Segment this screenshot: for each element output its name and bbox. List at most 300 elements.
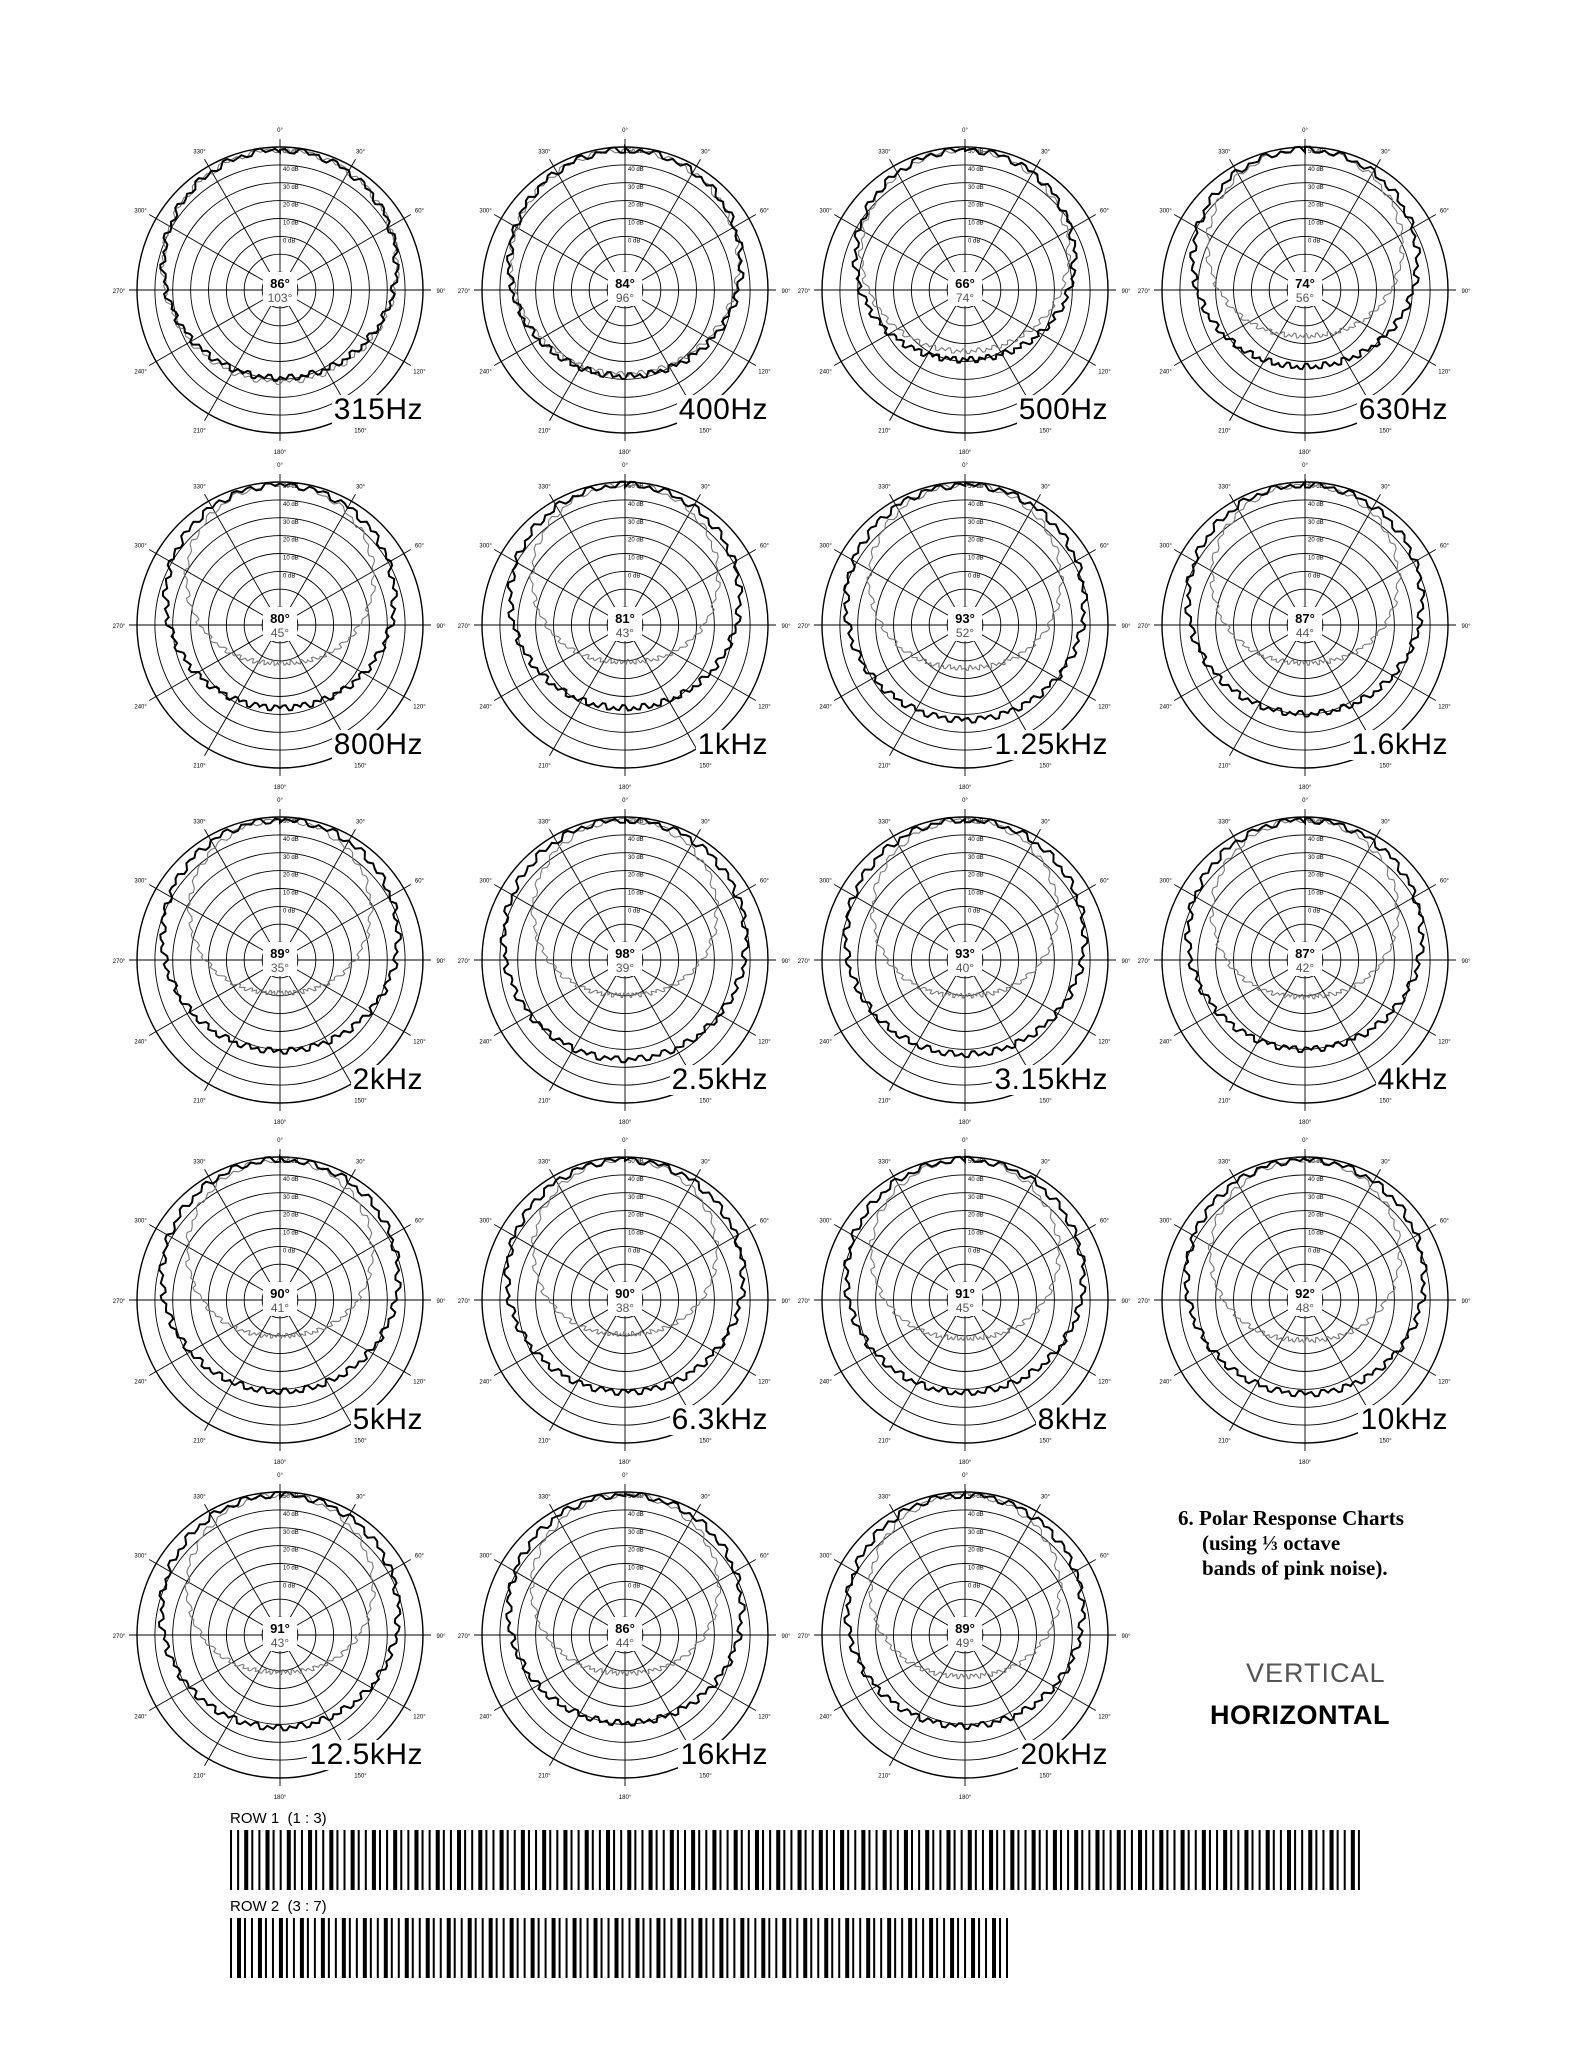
angle-tick-label: 300° [1159,543,1172,550]
barcode-bar [641,1830,643,1890]
angle-tick-label: 0° [1302,798,1308,804]
ring-db-label: 0 dB [283,908,296,915]
barcode-bar [733,1918,735,1978]
barcode-bar [471,1830,473,1890]
barcode-bar [436,1830,440,1890]
barcode-bar [344,1830,346,1890]
horizontal-beamwidth-label: 93° [955,611,975,626]
ring-db-label: 50 dB [1308,149,1324,155]
barcode-bar [351,1830,355,1890]
barcode-bar [384,1918,388,1978]
figure-caption [1178,1506,1438,1581]
angle-tick-label: 60° [1099,208,1109,215]
angle-tick-label: 300° [479,208,492,215]
ring-db-label: 30 dB [628,854,644,861]
barcode-bar [838,1918,840,1978]
angle-tick-label: 120° [1438,1039,1451,1046]
barcode-bar [762,1830,764,1890]
barcode-bar [992,1918,996,1978]
angle-tick-label: 330° [538,484,551,491]
barcode-bar [866,1918,870,1978]
angle-tick-label: 180° [1298,1120,1312,1126]
ring-db-label: 20 dB [628,537,644,544]
barcode-bar [300,1918,304,1978]
ring-db-label: 0 dB [968,1248,981,1255]
ring-db-label: 50 dB [1308,1159,1324,1165]
frequency-label: 20kHz [1020,1738,1108,1771]
barcode-bar [890,1830,892,1890]
angle-tick-label: 60° [759,1553,769,1560]
angle-tick-label: 210° [193,428,206,435]
ring-db-label: 10 dB [283,220,299,227]
angle-tick-label: 210° [878,428,891,435]
barcode-bar [691,1830,695,1890]
angle-tick-label: 240° [134,704,147,711]
barcode-bar [712,1830,716,1890]
barcode-bar [377,1918,379,1978]
barcode-bar [975,1830,977,1890]
ring-db-label: 30 dB [283,1529,299,1536]
angle-tick-label: 330° [1218,484,1231,491]
vertical-beamwidth-label: 43° [615,626,635,640]
barcode-bar [321,1918,325,1978]
angle-tick-label: 60° [1439,1218,1449,1225]
angle-tick-label: 330° [1218,1159,1231,1166]
angle-tick-label: 270° [797,289,811,295]
barcode-bar [656,1830,658,1890]
barcode-bar [677,1830,679,1890]
angle-tick-label: 330° [193,1159,206,1166]
barcode-bar [594,1918,598,1978]
barcode-bar [798,1830,802,1890]
ring-db-label: 0 dB [283,238,296,245]
barcode-bar [286,1918,288,1978]
ring-db-label: 30 dB [283,1194,299,1201]
barcode-bar [592,1830,594,1890]
barcode-bar [1088,1830,1090,1890]
angle-tick-label: 210° [538,1098,551,1105]
barcode-bar [566,1918,568,1978]
barcode-bar [1138,1830,1142,1890]
barcode-bar [968,1830,972,1890]
angle-tick-label: 150° [354,1098,367,1105]
barcode-bar [761,1918,765,1978]
barcode-bar [393,1830,397,1890]
angle-tick-label: 30° [700,1159,711,1166]
ring-db-label: 20 dB [1308,202,1324,209]
barcode-bar [510,1918,514,1978]
barcode-bar [1074,1830,1078,1890]
ring-db-label: 30 dB [283,854,299,861]
barcode-bar [961,1830,963,1890]
frequency-label: 1.25kHz [994,728,1108,761]
horizontal-response-trace [160,819,400,1054]
barcode-bar [365,1830,367,1890]
angle-tick-label: 90° [436,959,446,965]
barcode-bar [1351,1830,1355,1890]
barcode-bar [475,1918,477,1978]
barcode-bar [663,1830,665,1890]
angle-tick-label: 30° [1380,1159,1391,1166]
horizontal-beamwidth-label: 84° [615,276,635,291]
angle-tick-label: 150° [1379,1098,1392,1105]
angle-tick-label: 240° [479,704,492,711]
barcode-bar [691,1918,693,1978]
angle-tick-label: 210° [878,763,891,770]
ring-db-label: 20 dB [968,537,984,544]
barcode-bar [1202,1830,1206,1890]
barcode-bar [817,1918,819,1978]
vertical-beamwidth-label: 45° [270,626,290,640]
angle-tick-label: 300° [134,878,147,885]
angle-tick-label: 0° [962,1473,968,1479]
angle-tick-label: 120° [1098,704,1111,711]
barcode-bar [556,1830,558,1890]
barcode-bar [833,1830,835,1890]
angle-tick-label: 180° [618,785,632,791]
ring-db-label: 40 dB [1308,1176,1324,1183]
horizontal-beamwidth-label: 98° [615,946,635,961]
ring-db-label: 50 dB [1308,484,1324,490]
barcode-bar [698,1918,702,1978]
horizontal-beamwidth-label: 66° [955,276,975,291]
ring-db-label: 10 dB [968,555,984,562]
barcode-bar [954,1830,956,1890]
angle-tick-label: 90° [1121,1299,1131,1305]
barcode-bar [379,1830,381,1890]
horizontal-beamwidth-label: 81° [615,611,635,626]
angle-tick-label: 0° [962,798,968,804]
angle-tick-label: 180° [273,1460,287,1466]
ring-db-label: 0 dB [628,908,641,915]
barcode-bar [1103,1830,1105,1890]
ring-db-label: 40 dB [628,1176,644,1183]
angle-tick-label: 120° [1098,1714,1111,1721]
barcode-bar [485,1830,487,1890]
ring-db-label: 50 dB [968,1159,984,1165]
angle-tick-label: 300° [819,208,832,215]
ring-db-label: 40 dB [628,166,644,173]
angle-tick-label: 60° [1439,208,1449,215]
barcode-bar [911,1830,913,1890]
angle-tick-label: 30° [1040,149,1051,156]
ring-db-label: 50 dB [283,1159,299,1165]
barcode-bar [308,1830,312,1890]
angle-tick-label: 150° [1039,1438,1052,1445]
angle-tick-label: 60° [414,1218,424,1225]
barcode-bar [635,1918,639,1978]
barcode-bar [978,1918,980,1978]
ring-db-label: 0 dB [628,573,641,580]
ring-db-label: 40 dB [628,501,644,508]
horizontal-beamwidth-label: 90° [270,1286,290,1301]
angle-tick-label: 120° [758,704,771,711]
angle-tick-label: 330° [1218,819,1231,826]
barcode-bar [461,1918,463,1978]
angle-tick-label: 90° [436,1634,446,1640]
barcode-row-2-label: ROW 2 (3 : 7) [230,1898,327,1915]
angle-tick-label: 300° [479,878,492,885]
ring-db-label: 10 dB [283,1565,299,1572]
horizontal-response-trace [1185,818,1424,1052]
vertical-beamwidth-label: 39° [615,961,635,975]
angle-tick-label: 120° [413,369,426,376]
barcode-bar [531,1918,535,1978]
barcode-bar [684,1918,686,1978]
vertical-beamwidth-label: 42° [1295,961,1315,975]
angle-tick-label: 210° [193,763,206,770]
barcode-bar [897,1830,899,1890]
ring-db-label: 40 dB [968,501,984,508]
barcode-bar [740,1918,744,1978]
barcode-bar [741,1830,743,1890]
barcode-bar [279,1918,283,1978]
barcode-bar [1308,1830,1312,1890]
angle-tick-label: 120° [413,704,426,711]
angle-tick-label: 240° [479,1379,492,1386]
barcode-bar [440,1918,442,1978]
ring-db-label: 20 dB [283,202,299,209]
horizontal-beamwidth-label: 87° [1295,611,1315,626]
angle-tick-label: 30° [700,149,711,156]
angle-tick-label: 120° [1098,369,1111,376]
vertical-beamwidth-label: 56° [1295,291,1315,305]
angle-tick-label: 300° [819,878,832,885]
angle-tick-label: 60° [1439,878,1449,885]
barcode-bar [620,1830,622,1890]
angle-tick-label: 240° [479,369,492,376]
angle-tick-label: 90° [1121,1634,1131,1640]
barcode-bar [524,1918,526,1978]
barcode-bar [601,1918,603,1978]
angle-tick-label: 30° [355,819,366,826]
horizontal-beamwidth-label: 89° [955,1621,975,1636]
barcode-bar [824,1918,828,1978]
angle-tick-label: 300° [479,1218,492,1225]
barcode-bar [996,1830,998,1890]
angle-tick-label: 240° [134,1379,147,1386]
ring-db-label: 20 dB [283,537,299,544]
barcode-bar [500,1830,504,1890]
angle-tick-label: 120° [413,1039,426,1046]
barcode-bar [1237,1830,1239,1890]
barcode-bar [775,1918,777,1978]
vertical-beamwidth-label: 74° [955,291,975,305]
ring-db-label: 30 dB [628,519,644,526]
barcode-bar [1280,1830,1282,1890]
barcode-bar [859,1918,861,1978]
barcode-bar [1145,1830,1147,1890]
ring-db-label: 50 dB [628,149,644,155]
barcode-bar [265,1830,269,1890]
barcode-bar [754,1918,756,1978]
angle-tick-label: 210° [1218,1438,1231,1445]
angle-tick-label: 90° [436,624,446,630]
angle-tick-label: 120° [413,1714,426,1721]
horizontal-beamwidth-label: 91° [955,1286,975,1301]
angle-tick-label: 210° [193,1773,206,1780]
caption-line-2: (using ⅓ octave [1202,1531,1341,1555]
angle-tick-label: 330° [538,1494,551,1501]
ring-db-label: 10 dB [628,555,644,562]
barcode-bar [868,1830,870,1890]
angle-tick-label: 240° [134,1039,147,1046]
angle-tick-label: 240° [819,1039,832,1046]
angle-tick-label: 240° [819,1379,832,1386]
barcode-bar [251,1830,253,1890]
barcode-bar [258,1830,260,1890]
barcode-bar [329,1830,333,1890]
legend-vertical: VERTICAL [1246,1658,1386,1688]
angle-tick-label: 300° [1159,1218,1172,1225]
ring-db-label: 40 dB [968,1176,984,1183]
barcode-bar [1039,1830,1041,1890]
angle-tick-label: 90° [436,289,446,295]
ring-db-label: 40 dB [628,1511,644,1518]
barcode-bar [932,1830,934,1890]
barcode-bar [559,1918,561,1978]
angle-tick-label: 30° [1040,484,1051,491]
barcode-bar [552,1918,556,1978]
ring-db-label: 0 dB [628,1583,641,1590]
angle-tick-label: 150° [699,1773,712,1780]
ring-db-label: 30 dB [1308,854,1324,861]
barcode-bar [237,1830,239,1890]
angle-tick-label: 240° [479,1039,492,1046]
ring-db-label: 50 dB [968,819,984,825]
angle-tick-label: 0° [1302,1138,1308,1144]
barcode-bar [258,1918,262,1978]
barcode-bar [796,1918,798,1978]
barcode-bar [538,1918,540,1978]
horizontal-beamwidth-label: 91° [270,1621,290,1636]
barcode-bar [677,1918,681,1978]
angle-tick-label: 270° [1137,959,1151,965]
barcode-bar [861,1830,865,1890]
angle-tick-label: 240° [1159,704,1172,711]
angle-tick-label: 210° [878,1438,891,1445]
vertical-beamwidth-label: 38° [615,1301,635,1315]
barcode-bar [831,1918,833,1978]
barcode-bar [1294,1830,1296,1890]
barcode-bar [971,1918,975,1978]
barcode-bar [845,1918,849,1978]
angle-tick-label: 330° [193,149,206,156]
ring-db-label: 0 dB [628,1248,641,1255]
ring-db-label: 20 dB [628,1212,644,1219]
barcode-bar [315,1830,317,1890]
barcode-bar [1330,1830,1334,1890]
ring-db-label: 40 dB [1308,166,1324,173]
ring-db-label: 30 dB [968,184,984,191]
ring-db-label: 20 dB [283,1547,299,1554]
barcode-bar [301,1830,303,1890]
barcode-bar [901,1918,903,1978]
angle-tick-label: 240° [134,1714,147,1721]
angle-tick-label: 120° [1438,704,1451,711]
barcode-row-1 [230,1830,1365,1890]
barcode-bar [705,1830,707,1890]
barcode-bar [649,1830,653,1890]
barcode-bar [273,1830,275,1890]
barcode-bar [1032,1830,1036,1890]
angle-tick-label: 60° [1099,543,1109,550]
barcode-bar [1195,1830,1197,1890]
barcode-bar [1046,1830,1048,1890]
ring-db-label: 10 dB [628,890,644,897]
barcode-bar [587,1918,589,1978]
angle-tick-label: 90° [436,1299,446,1305]
barcode-bar [414,1830,418,1890]
angle-tick-label: 180° [273,450,287,456]
angle-tick-label: 150° [1039,428,1052,435]
barcode-bar [322,1830,324,1890]
angle-tick-label: 0° [277,128,283,134]
angle-tick-label: 0° [962,128,968,134]
barcode-bar [840,1830,844,1890]
ring-db-label: 50 dB [283,484,299,490]
barcode-bar [307,1918,309,1978]
angle-tick-label: 210° [538,428,551,435]
vertical-beamwidth-label: 41° [270,1301,290,1315]
barcode-bar [768,1918,770,1978]
barcode-bar [782,1918,786,1978]
barcode-bar [272,1918,274,1978]
ring-db-label: 10 dB [968,890,984,897]
ring-db-label: 50 dB [628,484,644,490]
angle-tick-label: 330° [538,149,551,156]
angle-tick-label: 270° [457,1299,471,1305]
ring-db-label: 40 dB [1308,836,1324,843]
frequency-label: 800Hz [333,728,423,761]
ring-db-label: 40 dB [283,1176,299,1183]
frequency-label: 4kHz [1377,1063,1448,1096]
angle-tick-label: 330° [878,484,891,491]
caption-line-3: bands of pink noise). [1202,1556,1388,1580]
frequency-label: 12.5kHz [309,1738,423,1771]
barcode-bar [412,1918,414,1978]
angle-tick-label: 30° [1040,819,1051,826]
barcode-bar [826,1830,828,1890]
ring-db-label: 50 dB [968,149,984,155]
ring-db-label: 40 dB [628,836,644,843]
barcode-bar [1053,1830,1057,1890]
ring-db-label: 0 dB [1308,573,1321,580]
ring-db-label: 10 dB [968,1565,984,1572]
barcode-bar [606,1830,610,1890]
barcode-bar [946,1830,950,1890]
ring-db-label: 20 dB [628,202,644,209]
barcode-bar [1358,1830,1360,1890]
angle-tick-label: 90° [781,1299,791,1305]
angle-tick-label: 330° [538,1159,551,1166]
angle-tick-label: 150° [354,1438,367,1445]
horizontal-beamwidth-label: 93° [955,946,975,961]
barcode-bar [244,1918,246,1978]
barcode-bar [719,1918,723,1978]
angle-tick-label: 0° [1302,128,1308,134]
barcode-bar [915,1918,917,1978]
barcode-bar [287,1830,291,1890]
ring-db-label: 20 dB [968,1212,984,1219]
barcode-bar [922,1918,924,1978]
angle-tick-label: 330° [878,149,891,156]
barcode-bar [918,1830,920,1890]
barcode-bar [1025,1830,1027,1890]
barcode-bar [244,1830,248,1890]
angle-tick-label: 240° [1159,1379,1172,1386]
barcode-bar [1188,1830,1190,1890]
